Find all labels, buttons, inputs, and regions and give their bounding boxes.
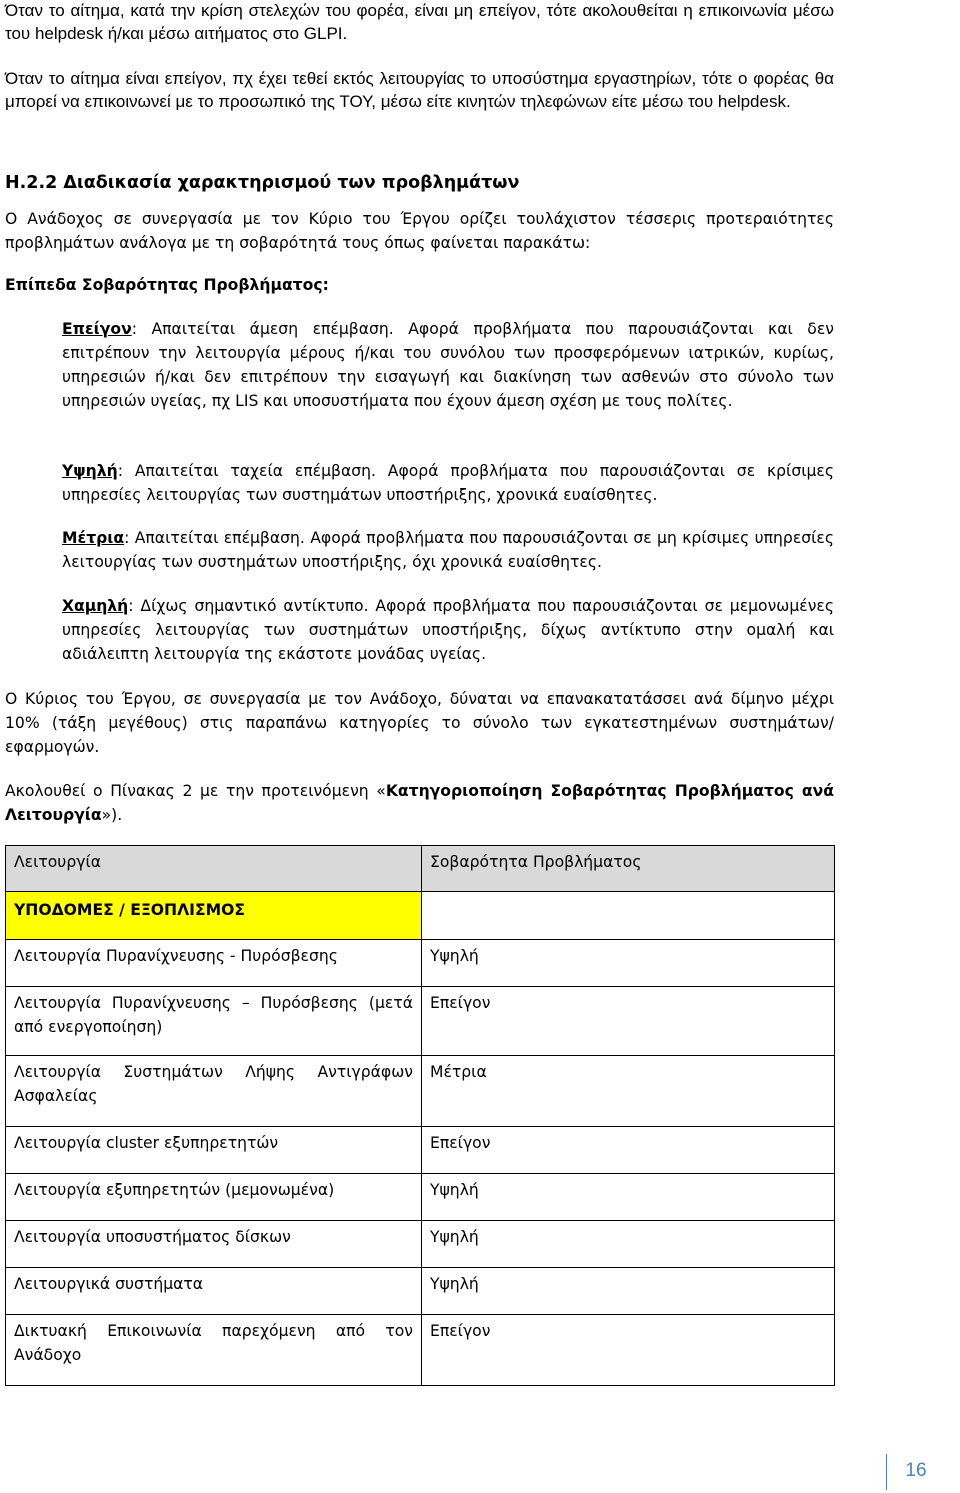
row-function: Λειτουργία Πυρανίχνευσης – Πυρόσβεσης (μετά από ενεργοποίηση) bbox=[6, 987, 422, 1056]
row-function: Δικτυακή Επικοινωνία παρεχόμενη από τον Ανάδοχο bbox=[6, 1315, 422, 1386]
levels-heading: Επίπεδα Σοβαρότητας Προβλήματος: bbox=[5, 276, 329, 294]
level-urgent-text: : Απαιτείται άμεση επέμβαση. Αφορά προβλήματα που παρουσιάζονται και δεν επιτρέπουν την λειτουργία μέρους ή/και του συνόλου των προσφερόμενων ιατρικών, κυρίως, υπηρεσιών ή/και δεν επιτρέπουν την εισαγωγή και διακίνηση των ασθενών στο σύνολο των υπηρεσιών υγείας, πχ LIS και υποσυστήματα που έχουν άμεση σχέση με τους πολίτες. bbox=[62, 320, 834, 410]
level-low-text: : Δίχως σημαντικό αντίκτυπο. Αφορά προβλήματα που παρουσιάζονται σε μεμονωμένες υπηρεσίες λειτουργίας των συστημάτων υποστήριξης, δίχως αντίκτυπο στην ομαλή και αδιάλειπτη λειτουργία της εκάστοτε μονάδας υγείας. bbox=[62, 597, 834, 663]
table-row bbox=[6, 940, 835, 987]
table-row bbox=[6, 1268, 835, 1315]
row-function: Λειτουργία εξυπηρετητών (μεμονωμένα) bbox=[6, 1174, 422, 1221]
category-empty-cell bbox=[422, 892, 835, 940]
level-urgent-label: Επείγον bbox=[62, 320, 132, 338]
section-intro bbox=[5, 207, 834, 255]
table-row bbox=[6, 1056, 835, 1127]
intro-paragraph-2 bbox=[5, 68, 834, 113]
intro-paragraph-1 bbox=[5, 0, 834, 45]
table-reference-pre: Ακολουθεί ο Πίνακας 2 με την προτεινόμενη « bbox=[5, 782, 386, 800]
severity-table bbox=[5, 845, 835, 1386]
page-number: 16 bbox=[905, 1460, 927, 1481]
level-urgent bbox=[62, 317, 834, 413]
intro-paragraph-1-text: Όταν το αίτημα, κατά την κρίση στελεχών του φορέα, είναι μη επείγον, τότε ακολουθείται η επικοινωνία μέσω του helpdesk ή/και μέσω αιτήματος στο GLPI. bbox=[5, 1, 834, 43]
table-row bbox=[6, 1221, 835, 1268]
level-high bbox=[62, 459, 834, 507]
row-severity: Επείγον bbox=[422, 1127, 835, 1174]
table-header-row bbox=[6, 846, 835, 892]
level-medium-text: : Απαιτείται επέμβαση. Αφορά προβλήματα που παρουσιάζονται σε μη κρίσιμες υπηρεσίες λειτουργίας των συστημάτων υποστήριξης, όχι χρονικά ευαίσθητες. bbox=[62, 529, 834, 571]
table-reference-title: Κατηγοριοποίηση Σοβαρότητας Προβλήματος ανά Λειτουργία bbox=[5, 782, 834, 824]
row-severity: Επείγον bbox=[422, 987, 835, 1056]
table-reference-paragraph bbox=[5, 779, 834, 827]
level-high-text: : Απαιτείται ταχεία επέμβαση. Αφορά προβλήματα που παρουσιάζονται σε κρίσιμες υπηρεσίες λειτουργίας των συστημάτων υποστήριξης, χρονικά ευαίσθητες. bbox=[62, 462, 834, 504]
reclassification-paragraph bbox=[5, 687, 834, 759]
row-function: Λειτουργία υποσυστήματος δίσκων bbox=[6, 1221, 422, 1268]
row-function: Λειτουργία Συστημάτων Λήψης Αντιγράφων Ασφαλείας bbox=[6, 1056, 422, 1127]
row-function: Λειτουργία cluster εξυπηρετητών bbox=[6, 1127, 422, 1174]
level-low bbox=[62, 594, 834, 666]
row-severity: Μέτρια bbox=[422, 1056, 835, 1127]
section-heading: Η.2.2 Διαδικασία χαρακτηρισμού των προβλημάτων bbox=[5, 173, 520, 193]
row-severity: Επείγον bbox=[422, 1315, 835, 1386]
table-row bbox=[6, 1127, 835, 1174]
row-severity: Υψηλή bbox=[422, 940, 835, 987]
level-low-label: Χαμηλή bbox=[62, 597, 129, 615]
table-row bbox=[6, 1174, 835, 1221]
row-function: Λειτουργία Πυρανίχνευσης - Πυρόσβεσης bbox=[6, 940, 422, 987]
row-severity: Υψηλή bbox=[422, 1174, 835, 1221]
level-high-label: Υψηλή bbox=[62, 462, 118, 480]
row-severity: Υψηλή bbox=[422, 1221, 835, 1268]
category-row bbox=[6, 892, 835, 940]
table-reference-post: »). bbox=[101, 806, 123, 824]
row-function: Λειτουργικά συστήματα bbox=[6, 1268, 422, 1315]
level-medium bbox=[62, 526, 834, 574]
header-function: Λειτουργία bbox=[6, 846, 422, 892]
table-row bbox=[6, 987, 835, 1056]
category-label: ΥΠΟΔΟΜΕΣ / ΕΞΟΠΛΙΣΜΟΣ bbox=[6, 892, 422, 940]
header-severity: Σοβαρότητα Προβλήματος bbox=[422, 846, 835, 892]
intro-paragraph-2-text: Όταν το αίτημα είναι επείγον, πχ έχει τεθεί εκτός λειτουργίας το υποσύστημα εργαστηρίων, τότε ο φορέας θα μπορεί να επικοινωνεί με το προσωπικό της ΤΟΥ, μέσω είτε κινητών τηλεφώνων είτε μέσω του helpdesk. bbox=[5, 69, 834, 111]
reclassification-text: Ο Κύριος του Έργου, σε συνεργασία με τον Ανάδοχο, δύναται να επανακατατάσσει ανά δίμηνο μέχρι 10% (τάξη μεγέθους) στις παραπάνω κατηγορίες το σύνολο των εγκατεστημένων συστημάτων/εφαρμογών. bbox=[5, 690, 834, 756]
level-medium-label: Μέτρια bbox=[62, 529, 125, 547]
row-severity: Υψηλή bbox=[422, 1268, 835, 1315]
table-row bbox=[6, 1315, 835, 1386]
section-intro-text: Ο Ανάδοχος σε συνεργασία με τον Κύριο του Έργου ορίζει τουλάχιστον τέσσερις προτεραιότητες προβλημάτων ανάλογα με τη σοβαρότητά τους όπως φαίνεται παρακάτω: bbox=[5, 210, 834, 252]
